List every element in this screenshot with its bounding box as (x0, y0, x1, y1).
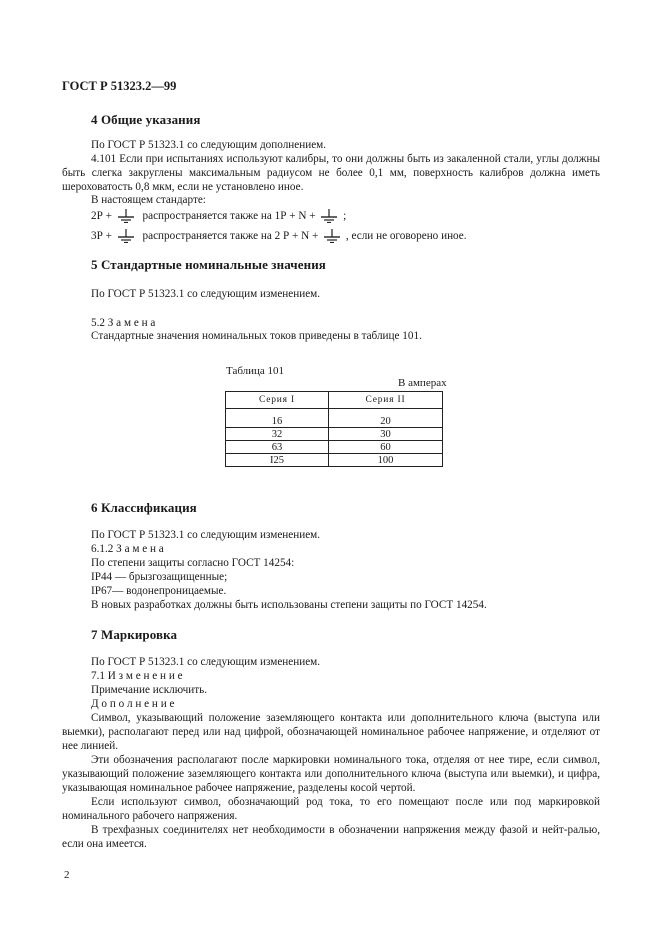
s7-para-3: Примечание исключить. (91, 684, 208, 696)
table-header-cell: Серия I (226, 392, 329, 409)
s6-para-1: По ГОСТ Р 51323.1 со следующим изменением. (91, 529, 321, 541)
section-6-title: 6 Классификация (91, 500, 197, 515)
table-row (226, 428, 443, 441)
ground-symbol-icon (116, 229, 136, 243)
page-number: 2 (64, 869, 70, 881)
s7-para-5: Символ, указывающий положение заземляющего контакта или дополнительного ключа (выступа или выемки), располагают перед или над цифрой, обозначающей номинальное рабочее напряжение, и отделяют от нее линией. (62, 712, 600, 752)
section-7-title: 7 Маркировка (91, 627, 178, 642)
table-cell: 63 (226, 441, 329, 454)
current-ratings-table (225, 391, 443, 467)
s4-para-2: 4.101 Если при испытаниях используют калибры, то они должны быть из закаленной стали, углы должны быть слегка закруглены максимальным радиусом не более 0,1 мм, поверхность калибров должна иметь шероховатость 0,8 мкм, если не установлено иное. (62, 153, 600, 193)
ground-symbol-icon (319, 209, 339, 223)
table-caption: Таблица 101 (226, 365, 285, 377)
s6-para-3: По степени защиты согласно ГОСТ 14254: (91, 557, 295, 569)
s4-formula-1: 2Р + распространяется также на 1Р + N + ; (91, 210, 347, 222)
table-cell: 20 (328, 415, 442, 428)
s6-para-4: IP44 — брызгозащищенные; (91, 571, 228, 583)
table-unit: В амперах (398, 377, 447, 389)
ground-symbol-icon (116, 209, 136, 223)
document-header: ГОСТ Р 51323.2—99 (62, 79, 177, 93)
table-cell: 60 (328, 441, 442, 454)
section-4-title: 4 Общие указания (91, 112, 201, 127)
s5-para-2: 5.2 З а м е н а (91, 317, 156, 329)
s4-para-1: По ГОСТ Р 51323.1 со следующим дополнением. (91, 139, 327, 151)
s5-para-1: По ГОСТ Р 51323.1 со следующим изменением. (91, 288, 321, 300)
s7-para-8: В трехфазных соединителях нет необходимости в обозначении напряжения между фазой и нейт-ралью, если она имеется. (62, 824, 600, 850)
table-row (226, 454, 443, 467)
s6-para-2: 6.1.2 З а м е н а (91, 543, 164, 555)
s4-formula-2: 3Р + распространяется также на 2 Р + N + , если не оговорено иное. (91, 230, 467, 242)
table-cell: 32 (226, 428, 329, 441)
s7-para-6: Эти обозначения располагают после маркировки номинального тока, отделяя от нее тире, если символ, указывающий положение заземляющего контакта или дополнительного ключа (выступа или выемки), и цифра, указывающая номинальное рабочее напряжение, разделены косой чертой. (62, 754, 600, 794)
s5-para-3: Стандартные значения номинальных токов приведены в таблице 101. (91, 330, 422, 342)
table-cell: I25 (226, 454, 329, 467)
s6-para-5: IP67— водонепроницаемые. (91, 585, 227, 597)
s6-para-6: В новых разработках должны быть использованы степени защиты по ГОСТ 14254. (91, 599, 487, 611)
table-header-cell: Серия II (328, 392, 442, 409)
s7-para-4: Д о п о л н е н и е (91, 698, 175, 710)
s7-para-7: Если используют символ, обозначающий род тока, то его помещают после или под маркировкой номинального рабочего напряжения. (62, 796, 600, 822)
table-row (226, 415, 443, 428)
table-cell: 16 (226, 415, 329, 428)
s7-para-1: По ГОСТ Р 51323.1 со следующим изменением. (91, 656, 321, 668)
table-row (226, 441, 443, 454)
s7-para-2: 7.1 И з м е н е н и е (91, 670, 183, 682)
table-cell: 30 (328, 428, 442, 441)
s4-para-3: В настоящем стандарте: (91, 194, 206, 206)
table-cell: 100 (328, 454, 442, 467)
ground-symbol-icon (322, 229, 342, 243)
section-5-title: 5 Стандартные номинальные значения (91, 257, 326, 272)
